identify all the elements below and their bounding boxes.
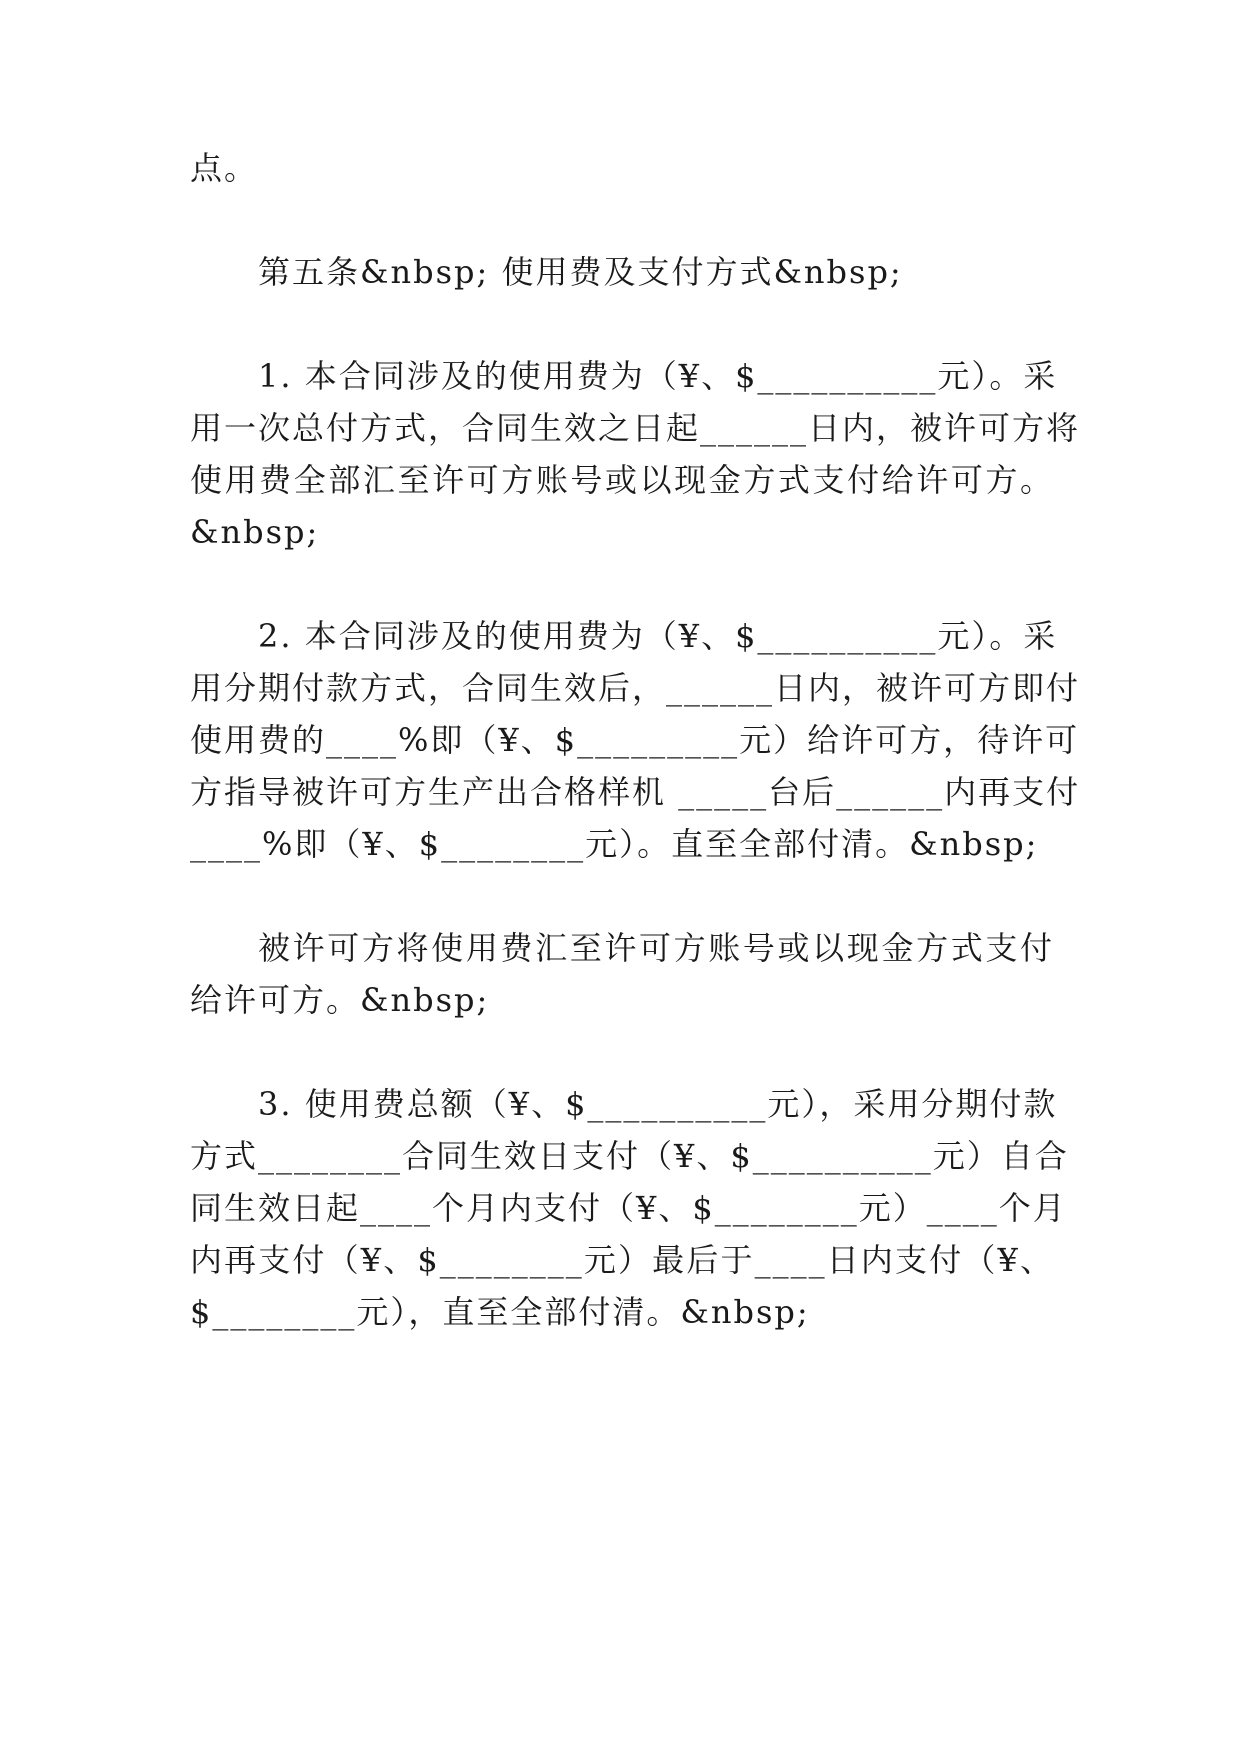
- text-line: 方式________合同生效日支付（¥、$__________元）自合: [190, 1137, 1069, 1175]
- text-line: 方指导被许可方生产出合格样机 _____台后______内再支付: [190, 773, 1081, 811]
- text-line: 使用费的____%即（¥、$_________元）给许可方，待许可: [190, 721, 1080, 759]
- text-line: ____%即（¥、$________元）。直至全部付清。&nbsp;: [190, 825, 1039, 863]
- text-line: 用一次总付方式，合同生效之日起______日内，被许可方将: [190, 409, 1081, 447]
- text-line: 用分期付款方式，合同生效后，______日内，被许可方即付: [190, 669, 1081, 707]
- text-line: 点。: [190, 149, 259, 187]
- text-line: 给许可方。&nbsp;: [190, 981, 490, 1019]
- text-line: 2. 本合同涉及的使用费为（¥、$__________元）。采: [258, 617, 1058, 655]
- text-line: 3. 使用费总额（¥、$__________元），采用分期付款: [258, 1085, 1058, 1123]
- text-line: 被许可方将使用费汇至许可方账号或以现金方式支付: [258, 929, 1054, 967]
- text-line: 使用费全部汇至许可方账号或以现金方式支付给许可方。: [190, 461, 1054, 499]
- text-line: 1. 本合同涉及的使用费为（¥、$__________元）。采: [258, 357, 1058, 395]
- section-heading: 第五条&nbsp; 使用费及支付方式&nbsp;: [258, 253, 903, 291]
- text-line: 同生效日起____个月内支付（¥、$________元）____个月: [190, 1189, 1067, 1227]
- text-line: $________元），直至全部付清。&nbsp;: [190, 1293, 810, 1331]
- text-line: &nbsp;: [190, 513, 320, 551]
- text-line: 内再支付（¥、$________元）最后于____日内支付（¥、: [190, 1241, 1054, 1279]
